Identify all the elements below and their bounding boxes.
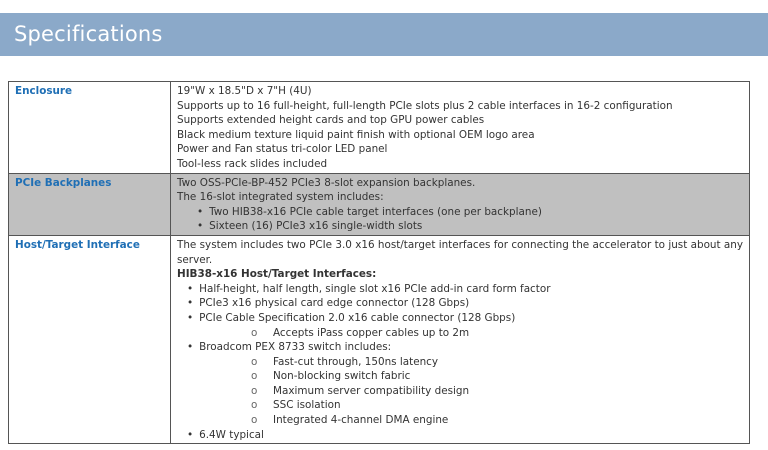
sub-bullet-marker: o: [251, 326, 258, 339]
sub-bullet-marker: o: [251, 355, 258, 368]
row-label: PCIe Backplanes: [9, 173, 171, 235]
sub-bullet-item: [177, 369, 743, 384]
spec-line: The 16-slot integrated system includes:: [177, 191, 384, 204]
table-row-pcie-backplanes: [9, 173, 750, 235]
spec-line: server.: [177, 253, 213, 266]
bullet-text: Half-height, half length, single slot x16 PCIe add-in card form factor: [199, 282, 551, 295]
sub-bullet-marker: o: [251, 384, 258, 397]
sub-bullet-text: Non-blocking switch fabric: [273, 370, 411, 383]
spec-line: Supports up to 16 full-height, full-length PCIe slots plus 2 cable interfaces in 16-2 configuration: [177, 99, 673, 112]
bullet-text: PCIe Cable Specification 2.0 x16 cable connector (128 Gbps): [199, 311, 516, 324]
bullet-text: Broadcom PEX 8733 switch includes:: [199, 341, 392, 354]
sub-bullet-text: Fast-cut through, 150ns latency: [273, 355, 439, 368]
row-label: Host/Target Interface: [9, 235, 171, 443]
spec-line: Tool-less rack slides included: [177, 157, 328, 170]
subheading: HIB38-x16 Host/Target Interfaces:: [177, 268, 377, 281]
bullet-text: Sixteen (16) PCIe3 x16 single-width slots: [209, 220, 423, 233]
spec-line: Two OSS-PCIe-BP-452 PCIe3 8-slot expansion backplanes.: [177, 176, 476, 189]
bullet-item: [177, 311, 743, 326]
sub-bullet-text: Integrated 4-channel DMA engine: [273, 414, 449, 427]
section-title: Specifications: [14, 22, 163, 46]
row-label: Enclosure: [9, 82, 171, 174]
sub-bullet-marker: o: [251, 414, 258, 427]
sub-bullet-item: [177, 384, 743, 399]
bullet-text: PCIe3 x16 physical card edge connector (128 Gbps): [199, 297, 470, 310]
bullet-text: Two HIB38-x16 PCIe cable target interfaces (one per backplane): [209, 205, 542, 218]
bullet-text: 6.4W typical: [199, 428, 264, 441]
bullet-item: [177, 340, 743, 355]
bullet-item: [177, 219, 743, 234]
spec-line: Supports extended height cards and top GPU power cables: [177, 114, 485, 127]
row-value: [171, 82, 750, 174]
row-value: [171, 173, 750, 235]
sub-bullet-item: [177, 413, 743, 428]
spec-line: Black medium texture liquid paint finish with optional OEM logo area: [177, 128, 535, 141]
table-row-host-target-interface: [9, 235, 750, 443]
sub-bullet-text: Accepts iPass copper cables up to 2m: [273, 326, 470, 339]
table-row-enclosure: [9, 82, 750, 174]
bullet-item: [177, 282, 743, 297]
sub-bullet-marker: o: [251, 399, 258, 412]
sub-bullet-text: Maximum server compatibility design: [273, 384, 470, 397]
sub-bullet-item: [177, 326, 743, 341]
bullet-item: [177, 296, 743, 311]
row-value: [171, 235, 750, 443]
bullet-item: [177, 428, 743, 443]
spec-line: Power and Fan status tri-color LED panel: [177, 143, 388, 156]
spec-line: The system includes two PCIe 3.0 x16 host/target interfaces for connecting the accelerator to just about any: [177, 238, 743, 251]
section-header-band: [0, 13, 768, 56]
sub-bullet-text: SSC isolation: [273, 399, 341, 412]
bullet-item: [177, 205, 743, 220]
sub-bullet-marker: o: [251, 370, 258, 383]
spec-line: 19"W x 18.5"D x 7"H (4U): [177, 85, 312, 97]
specifications-table: [8, 81, 750, 444]
sub-bullet-item: [177, 355, 743, 370]
sub-bullet-item: [177, 398, 743, 413]
